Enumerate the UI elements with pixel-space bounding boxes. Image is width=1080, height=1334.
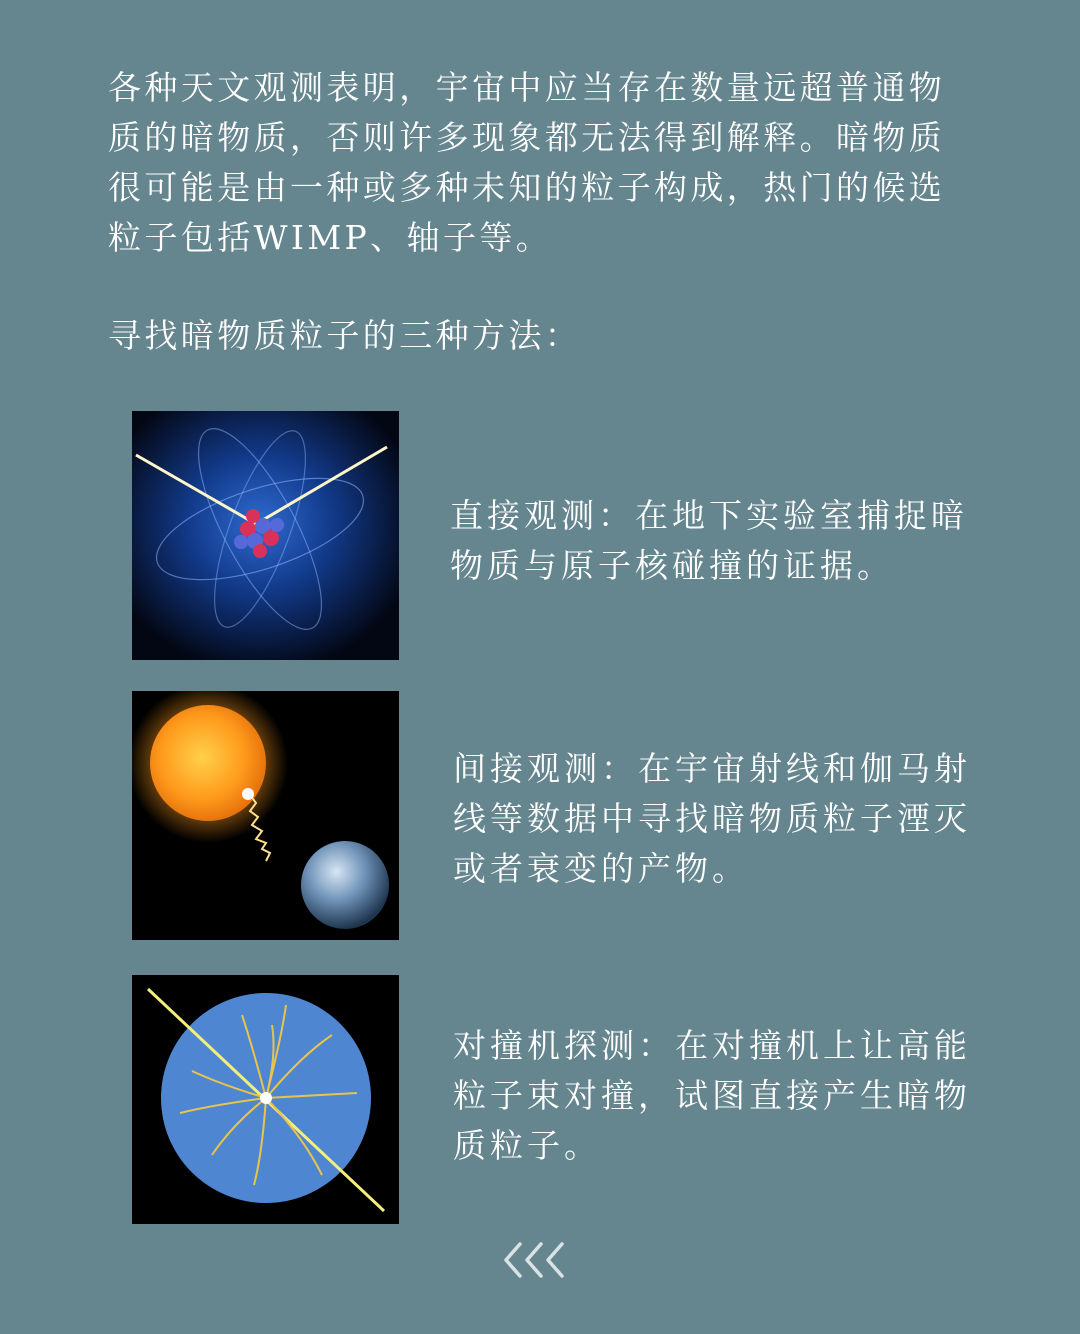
method-text-collider: 对撞机探测：在对撞机上让高能粒子束对撞，试图直接产生暗物质粒子。 — [453, 1026, 971, 1165]
method-text-direct: 直接观测：在地下实验室捕捉暗物质与原子核碰撞的证据。 — [450, 496, 968, 585]
triple-chevron-left-icon[interactable] — [500, 1240, 572, 1280]
collider-event-image — [132, 975, 399, 1224]
sun-earth-gamma-ray-image — [132, 691, 399, 940]
intro-paragraph: 各种天文观测表明，宇宙中应当存在数量远超普通物质的暗物质，否则许多现象都无法得到解释。暗物质很可能是由一种或多种未知的粒子构成，热门的候选粒子包括WIMP、轴子等。 — [108, 68, 946, 257]
method-text-indirect: 间接观测：在宇宙射线和伽马射线等数据中寻找暗物质粒子湮灭或者衰变的产物。 — [453, 749, 971, 888]
methods-heading: 寻找暗物质粒子的三种方法： — [108, 316, 582, 355]
atom-nucleus-collision-image — [132, 411, 399, 660]
